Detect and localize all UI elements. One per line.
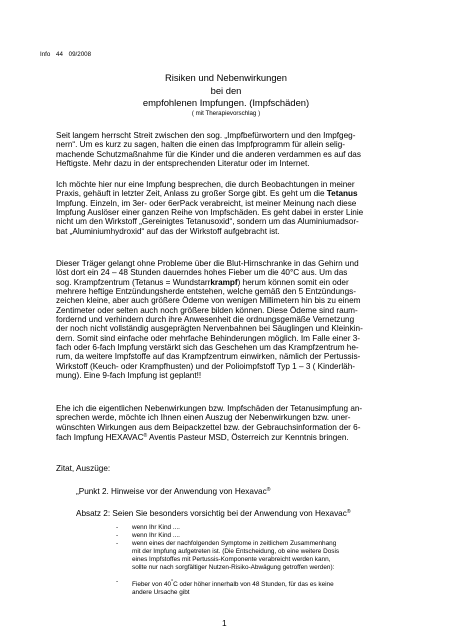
text-line: fach oder 6-fach Impfung verstärkt sich das Geschehen um das Krampfzentrum he- [56,343,359,353]
text-line: dern. Somit sind einfache oder mehrfache Behinderungen möglich. Im Falle einer 3- [56,333,361,343]
list-item-text: sollte nur nach sorgfältiger Nutzen-Risiko-Abwägung getroffen werden): [132,564,335,571]
info-number: Info 44 [40,51,63,58]
quote-intro: Zitat, Auszüge: [56,464,111,473]
text-line: fordernd und verhindern durch ihre Anwesenheit die ordnungsgemäße Vernetzung [56,315,355,325]
text-line: nern“. Um es kurz zu sagen, halten die einen das Impfprogramm für allein selig- [56,140,345,150]
text-line: Impfung. Einzeln, im 3er- oder 6erPack verabreicht, ist meiner Meinung nach diese [56,198,357,208]
list-item-text: mit der Impfung aufgetreten ist. (Die Entscheidung, ob eine weitere Dosis [132,548,340,555]
text-segment: ) herum können somit ein oder [237,277,349,287]
text-line: wünschten Wirkungen aus dem Beipackzettel bzw. der Gebrauchsinformation der 6- [56,422,361,432]
text-segment: Absatz 2: Seien Sie besonders vorsichtig bei der Anwendung von Hexavac [76,509,347,518]
text-line: Wirkstoff (Keuch- oder Krampfhusten) und der Polioimpfstoff Typ 1 – 3 ( Kinderläh- [56,361,355,371]
list-item [116,540,406,572]
list-item-text: wenn Ihr Kind .... [132,524,180,531]
text-line: nicht um den Wirkstoff „Gereinigtes Tetanusoxid“, sondern um das Aluminiumadsor- [56,217,359,227]
quote-absatz-2 [76,509,351,518]
title-line-1: Risiken und Nebenwirkungen [165,72,287,83]
bold-tetanus: Tetanus [326,189,358,199]
text-line: machende Schutzmaßnahme für die Kinder und die anderen verdammen es auf das [56,149,361,159]
list-item-text: wenn eines der nachfolgenden Symptome in zeitlichem Zusammenhang [132,540,337,547]
title-subtitle: ( mit Therapievorschlag ) [191,109,261,117]
text-line: rum, da weitere Impfstoffe auf das Krampfzentrum einwirken, nämlich der Pertussis- [56,352,361,362]
document-header [40,51,91,58]
paragraph-carrier [56,259,398,380]
list-item-text: eines Impfstoffes mit Pertussis-Komponente verabreicht werden kann, [132,556,331,563]
text-segment: Aventis Pasteur MSD, Österreich zur Kenntnis bringen. [147,433,349,443]
dash-marker: - [116,524,119,531]
text-line: Ich möchte hier nur eine Impfung besprechen, die durch Beobachtungen in meiner [56,180,355,189]
list-item [116,578,406,597]
degree-mark: ° [171,579,174,585]
list-item-text: andere Ursache gibt [132,589,190,596]
text-segment: „Punkt 2. Hinweise vor der Anwendung von Hexavac [76,487,267,496]
title-line-2: bei den [210,84,242,96]
document-title [40,72,412,118]
list-item [116,532,406,540]
page-number: 1 [222,618,227,628]
quote-point-2 [76,487,270,496]
text-segment: Praxis, gehäuft in letzter Zeit, Anlass zu großer Sorge gibt. Es geht um die [56,189,327,199]
info-date: 09/2008 [68,51,92,58]
text-line: Impfung Auslöser einer ganzen Reihe von Impfschäden. Es geht dabei in erster Linie [56,208,364,218]
text-line: Zentimeter oder selten auch noch größere bilden können. Diese Ödeme sind raum- [56,305,358,315]
text-segment: sog. Krampfzentrum (Tetanus = Wundstarr [56,277,211,287]
registered-mark: ® [143,433,148,440]
text-line: Heftigste. Mehr dazu in der entsprechenden Literatur oder im Internet. [56,159,310,169]
title-line-3: empfohlenen Impfungen. (Impfschäden) [142,97,310,108]
list-item-text: wenn Ihr Kind .... [132,532,180,539]
dash-marker: - [116,532,119,539]
text-line: mehrere heftige Entzündungsherde entstehen, welche gemäß den 5 Entzündungs- [56,287,356,297]
text-line: Dieser Träger gelangt ohne Probleme über die Blut-Hirnschranke in das Gehirn und [56,259,359,268]
text-line: Ehe ich die eigentlichen Nebenwirkungen bzw. Impfschäden der Tetanusimpfung an- [56,404,363,413]
text-segment: fach Impfung HEXAVAC [56,433,144,443]
text-line [56,278,398,287]
dash-marker: - [116,540,119,547]
text-line: Seit langem herrscht Streit zwischen den sog. „Impfbefürwortern und den Impfgeg- [56,131,356,140]
list-item [116,524,406,532]
text-line: zeichen kleine, aber auch größere Ödeme von wenigen Millimetern hin bis zu einem [56,296,361,306]
paragraph-side-effects [56,404,398,442]
list-item-text [132,578,406,589]
text-line: mung). Eine 9-fach Impfung ist geplant!! [56,371,202,381]
text-line: sprechen werde, möchte ich Ihnen einen Auszug der Nebenwirkungen bzw. uner- [56,413,351,423]
registered-mark: ® [266,487,271,493]
text-line: der noch nicht vollständig ausgeprägten Nervenbahnen bei Säuglingen und Kleinkin- [56,324,363,334]
text-line [56,432,398,442]
text-line: bat „Aluminiumhydroxid“ auf das der Wirkstoff aufgebracht ist. [56,226,280,236]
paragraph-tetanus [56,180,398,236]
bold-krampf: krampf [210,277,238,287]
text-segment: Fieber von 40 [132,581,172,588]
text-line [56,189,398,198]
text-line: löst dort ein 24 – 48 Stunden dauerndes hohes Fieber um die 40°C aus. Um das [56,268,348,278]
dash-marker: - [116,578,119,585]
paragraph-intro [56,131,398,168]
text-segment: C oder höher innerhalb von 48 Stunden, für das es keine [173,581,334,588]
registered-mark: ® [346,509,351,515]
